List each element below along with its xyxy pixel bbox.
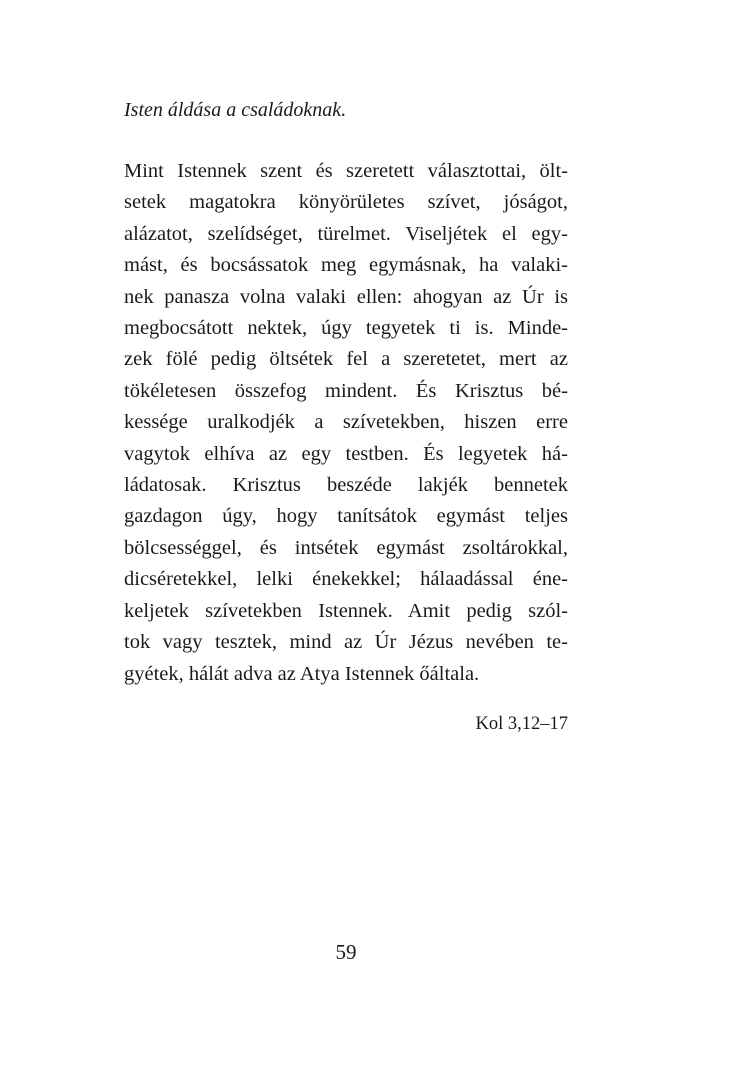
page-number: 59 <box>335 940 357 964</box>
passage-line: mást, és bocsássatok meg egymásnak, ha valaki- <box>124 254 568 277</box>
passage-line: tok vagy tesztek, mind az Úr Jézus nevében te- <box>124 631 568 654</box>
passage-line: gazdagon úgy, hogy tanítsátok egymást teljes <box>124 505 568 528</box>
passage-line: bölcsességgel, és intsétek egymást zsoltárokkal, <box>124 536 568 559</box>
passage-line: zek fölé pedig öltsétek fel a szeretetet, mert az <box>124 348 568 371</box>
passage-line: alázatot, szelídséget, türelmet. Viseljétek el egy- <box>124 222 568 245</box>
passage-line: kessége uralkodjék a szívetekben, hiszen erre <box>124 411 568 434</box>
passage-line: keljetek szívetekben Istennek. Amit pedig szól- <box>124 599 568 622</box>
passage-line: vagytok elhíva az egy testben. És legyetek há- <box>124 442 568 465</box>
passage-line: setek magatokra könyörületes szívet, jóságot, <box>124 191 568 214</box>
passage-line: gyétek, hálát adva az Atya Istennek őáltala. <box>124 662 480 685</box>
section-heading: Isten áldása a családoknak. <box>124 99 347 121</box>
passage-line: ládatosak. Krisztus beszéde lakjék bennetek <box>124 474 568 497</box>
passage-line: megbocsátott nektek, úgy tegyetek ti is. Minde- <box>124 317 568 340</box>
bible-reference: Kol 3,12–17 <box>475 714 568 734</box>
scripture-passage <box>124 156 568 690</box>
passage-line: Mint Istennek szent és szeretett választottai, ölt- <box>124 160 568 182</box>
passage-line: dicséretekkel, lelki énekekkel; hálaadással éne- <box>124 568 568 591</box>
passage-line: nek panasza volna valaki ellen: ahogyan az Úr is <box>124 285 568 308</box>
passage-line: tökéletesen összefog mindent. És Krisztus bé- <box>124 379 568 402</box>
